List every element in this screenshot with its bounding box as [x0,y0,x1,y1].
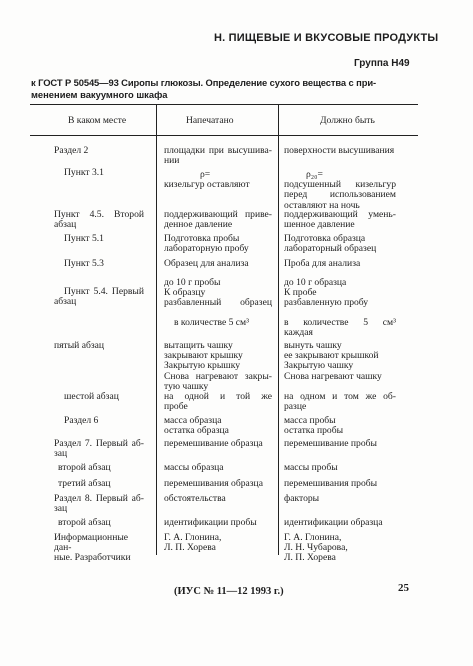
table-row-should: масса пробы остатка пробы [284,415,344,437]
table-row-printed: перемешивания образца [164,478,263,489]
table-row-place: третий абзац [58,478,111,489]
heading-line-2: менением вакуумного шкафа [31,89,168,100]
table-row-printed: идентификации пробы [164,517,257,528]
table-row-place: Раздел 2 [54,145,89,156]
table-row-place: Пункт 4.5. Второй абзац [54,209,144,231]
table-row-printed: площадки при высушива- нии [164,145,272,167]
table-row-place: шестой абзац [64,391,119,402]
table-row-should: массы пробы [284,462,338,473]
table-row-should: Проба для анализа [284,258,361,269]
table-row-printed: Образец для анализа [164,258,249,269]
table-row-place: Раздел 6 [64,415,99,426]
table-row-should: факторы [284,493,320,504]
table-row-printed: на одной и той же пробе [164,391,272,413]
table-row-place: Раздел 7. Первый аб- зац [54,438,144,460]
table-row-place: Информационные дан- ные. Разработчики [54,532,131,564]
column-divider-1 [156,104,157,555]
table-row-printed: масса образца остатка образца [164,415,229,437]
table-row-should: идентификации образца [284,517,383,528]
table-row-printed: Подготовка пробы лабораторную пробу [164,233,249,255]
column-divider-2 [278,104,279,555]
table-row-should: ρ₂₀= подсушенный кизельгур перед использованием оставляют на ночь [284,169,396,211]
table-header-rule [30,135,418,136]
group-label: Группа Н49 [354,58,410,69]
table-row-printed: вытащить чашку закрывают крышку Закрытую крышку Снова нагревают закры- тую чашку [164,340,272,392]
table-row-should: Г. А. Глонина, Л. Н. Чубарова, Л. П. Хорева [284,532,348,564]
table-row-printed: Г. А. Глонина, Л. П. Хорева [164,532,222,554]
table-row-should: Подготовка образца лабораторный образец [284,233,377,255]
table-row-should: до 10 г образца К пробе разбавленную пробу [284,277,369,309]
column-header-place: В каком месте [68,115,127,126]
table-row-printed: поддерживающий приве- денное давление [164,209,272,231]
table-row-place: Пункт 5.4. Первый абзац [54,286,144,308]
section-title: Н. ПИЩЕВЫЕ И ВКУСОВЫЕ ПРОДУКТЫ [214,32,439,44]
table-row-printed: обстоятельства [164,493,226,504]
table-row-should: поверхности высушивания [284,145,395,156]
table-row-place: второй абзац [58,462,111,473]
table-row-printed: в количестве 5 см³ [174,317,249,328]
table-row-place: пятый абзац [54,340,105,351]
table-row-place: Пункт 5.3 [64,258,104,269]
table-row-place: Раздел 8. Первый аб- зац [54,493,144,515]
page-number: 25 [398,582,409,594]
table-row-should: поддерживающий умень- шенное давление [284,209,396,231]
table-top-rule [30,104,418,105]
table-row-should: вынуть чашку ее закрывают крышкой Закрытую чашку Снова нагревают чашку [284,340,382,382]
table-row-place: второй абзац [58,517,111,528]
table-row-should: в количестве 5 см³ каждая [284,317,396,339]
table-row-printed: до 10 г пробы К образцу разбавленный образец [164,277,272,309]
table-row-place: Пункт 3.1 [64,167,104,178]
column-header-should: Должно быть [320,115,375,126]
column-header-printed: Напечатано [186,115,234,126]
table-row-should: на одном и том же об- разце [284,391,396,413]
table-row-place: Пункт 5.1 [64,233,104,244]
issue-reference: (ИУС № 11—12 1993 г.) [174,586,284,597]
table-row-should: перемешивания пробы [284,478,378,489]
table-row-should: перемешивание пробы [284,438,377,449]
heading-line-1: к ГОСТ Р 50545—93 Сиропы глюкозы. Определение сухого вещества с при- [31,77,377,88]
table-row-printed: перемешивание образца [164,438,263,449]
table-row-printed: ρ= кизельгур оставляют [164,169,250,191]
table-row-printed: массы образца [164,462,224,473]
